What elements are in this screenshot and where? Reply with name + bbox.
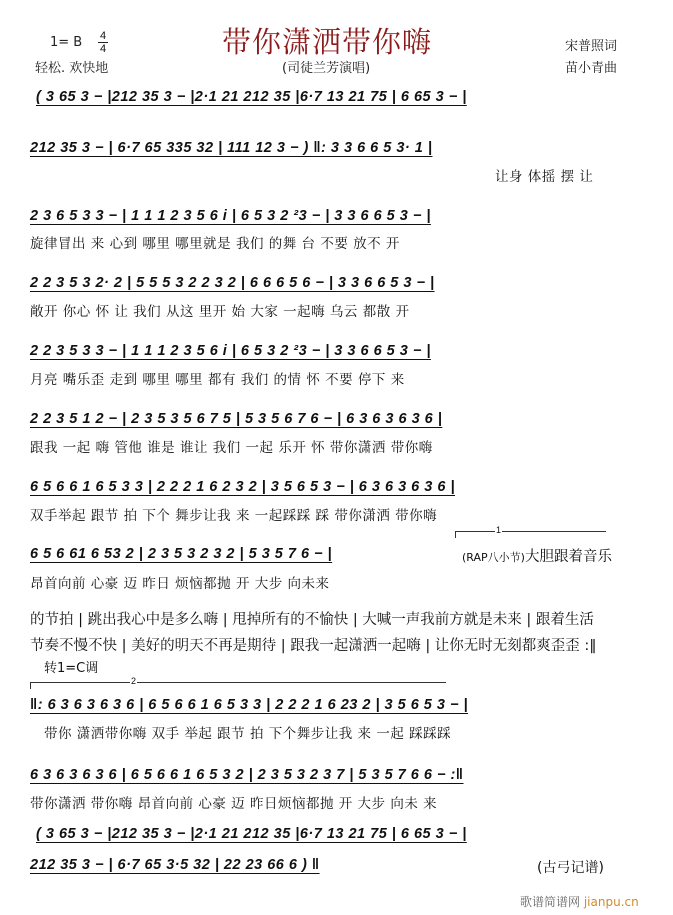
score-row-2-lyrics: 让身 体摇 摆 让: [495, 169, 594, 185]
performer-subtitle: (司徒兰芳演唱): [282, 61, 371, 76]
score-row-6-notes: 2 2 3 5 1 2 − | 2 3 5 3 5 6 7 5 | 5 3 5 6 7 6 − | 6 3 6 3 6 3 6 |: [30, 411, 443, 427]
score-row-13-notes: ( 3 65 3 − |212 35 3 − |2·1 21 212 35 |6·7 13 21 75 | 6 65 3 − |: [36, 826, 467, 842]
score-row-5-lyrics: 月亮 嘴乐歪 走到 哪里 哪里 都有 我们 的情 怀 不要 停下 来: [30, 372, 405, 388]
watermark-text: 歌谱简谱网: [520, 895, 581, 909]
watermark: [520, 893, 639, 910]
song-title: 带你潇洒带你嗨: [222, 25, 433, 59]
key-signature: 1= B: [50, 35, 83, 50]
score-row-1-notes: ( 3 65 3 − |212 35 3 − |2·1 21 212 35 |6·7 13 21 75 | 6 65 3 − |: [36, 89, 467, 105]
score-row-7-lyrics: 双手举起 跟节 拍 下个 舞步让我 来 一起踩踩 踩 带你潇洒 带你嗨: [30, 508, 438, 524]
time-signature-denominator: 4: [99, 43, 107, 55]
first-ending-bracket: [455, 531, 606, 538]
score-row-3-lyrics: 旋律冒出 来 心到 哪里 哪里就是 我们 的舞 台 不要 放不 开: [30, 236, 400, 252]
score-row-8-lyrics: 昂首向前 心豪 迈 昨日 烦恼都抛 开 大步 向未来: [30, 576, 330, 592]
score-row-3-notes: 2 3 6 5 3 3 − | 1 1 1 2 3 5 6 i | 6 5 3 2 ²3 − | 3 3 6 6 5 3 − |: [30, 208, 431, 224]
lyricist-credit: 宋普照词: [565, 39, 618, 54]
score-row-12-lyrics: 带你潇洒 带你嗨 昂首向前 心豪 迈 昨日烦恼都抛 开 大步 向未 来: [30, 796, 438, 812]
tempo-marking: 轻松. 欢快地: [35, 61, 109, 76]
score-row-6-lyrics: 跟我 一起 嗨 管他 谁是 谁让 我们 一起 乐开 怀 带你潇洒 带你嗨: [30, 440, 433, 456]
key-change-marking: 转1=C调: [44, 661, 99, 676]
time-signature-numerator: 4: [99, 30, 107, 42]
score-row-5-notes: 2 2 3 5 3 3 − | 1 1 1 2 3 5 6 i | 6 5 3 2 ²3 − | 3 3 6 6 5 3 − |: [30, 343, 431, 359]
score-row-2-notes: 212 35 3 − | 6·7 65 335 32 | 111 12 3 − ) ‖: 3 3 6 6 5 3· 1 |: [30, 140, 433, 156]
score-row-4-notes: 2 2 3 5 3 2· 2 | 5 5 5 3 2 2 3 2 | 6 6 6 5 6 − | 3 3 6 6 5 3 − |: [30, 275, 435, 291]
watermark-site: jianpu.cn: [583, 895, 639, 909]
rap-lyrics-line-2: 节奏不慢不快 | 美好的明天不再是期待 | 跟我一起潇洒一起嗨 | 让你无时无刻都爽歪歪 :‖: [30, 638, 597, 654]
rap-intro-label: (RAP八小节): [462, 551, 525, 564]
second-ending-number: 2: [131, 676, 137, 686]
rap-lyrics-line-1: 的节拍 | 跳出我心中是多么嗨 | 甩掉所有的不愉快 | 大喊一声我前方就是未来 | 跟着生活: [30, 612, 594, 628]
second-ending-bracket: [30, 682, 446, 689]
rap-section: [462, 545, 612, 566]
score-row-14-notes: 212 35 3 − | 6·7 65 3·5 32 | 22 23 66 6 ) ‖: [30, 857, 320, 873]
score-row-11-notes: ‖: 6 3 6 3 6 3 6 | 6 5 6 6 1 6 5 3 3 | 2 2 2 1 6 23 2 | 3 5 6 5 3 − |: [30, 697, 469, 713]
score-row-11-lyrics: 带你 潇洒带你嗨 双手 举起 跟节 拍 下个舞步让我 来 一起 踩踩踩: [44, 726, 452, 742]
score-row-7-notes: 6 5 6 6 1 6 5 3 3 | 2 2 2 1 6 2 3 2 | 3 5 6 5 3 − | 6 3 6 3 6 3 6 |: [30, 479, 455, 495]
transcriber-credit: (古弓记谱): [537, 860, 604, 876]
score-row-8-notes: 6 5 6 61 6 53 2 | 2 3 5 3 2 3 2 | 5 3 5 7 6 − |: [30, 546, 333, 562]
rap-text-start: 大胆跟着音乐: [524, 549, 612, 565]
composer-credit: 苗小青曲: [565, 61, 618, 76]
time-signature: [98, 31, 108, 54]
score-row-4-lyrics: 敞开 你心 怀 让 我们 从这 里开 始 大家 一起嗨 乌云 都散 开: [30, 304, 410, 320]
score-row-12-notes: 6 3 6 3 6 3 6 | 6 5 6 6 1 6 5 3 2 | 2 3 5 3 2 3 7 | 5 3 5 7 6 6 − :‖: [30, 767, 464, 783]
first-ending-number: 1: [496, 525, 502, 535]
